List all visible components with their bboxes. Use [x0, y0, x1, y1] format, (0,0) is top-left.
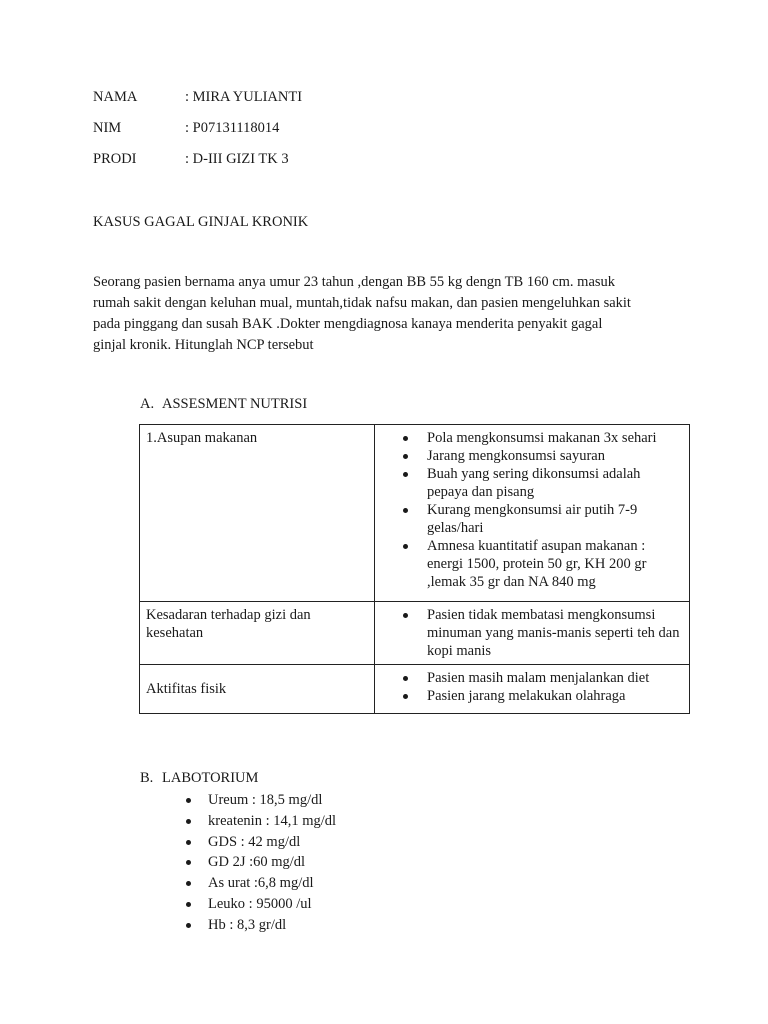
identity-value-nama: : MIRA YULIANTI [185, 89, 303, 105]
section-b-title: LABOTORIUM [162, 770, 259, 786]
lab-item: Ureum : 18,5 mg/dl [186, 790, 336, 811]
lab-item: GD 2J :60 mg/dl [186, 852, 336, 873]
list-item: Amnesa kuantitatif asupan makanan : energi 1500, protein 50 gr, KH 200 gr ,lemak 35 gr dan NA 840 mg [381, 537, 683, 591]
row-items-asupan [375, 425, 690, 602]
list-item: Jarang mengkonsumsi sayuran [381, 447, 683, 465]
row-label-asupan: 1.Asupan makanan [140, 425, 375, 602]
case-title: KASUS GAGAL GINJAL KRONIK [93, 214, 309, 230]
row-items-aktifitas [375, 665, 690, 714]
table-row [140, 665, 690, 714]
lab-item: kreatenin : 14,1 mg/dl [186, 811, 336, 832]
identity-label-nim: NIM [93, 120, 122, 136]
lab-item: As urat :6,8 mg/dl [186, 873, 336, 894]
lab-item: Leuko : 95000 /ul [186, 894, 336, 915]
row-label-kesadaran: Kesadaran terhadap gizi dan kesehatan [140, 602, 375, 665]
identity-value-prodi: : D-III GIZI TK 3 [185, 151, 289, 167]
row-label-aktifitas: Aktifitas fisik [140, 665, 375, 714]
case-paragraph [93, 272, 683, 356]
assessment-table [139, 424, 690, 714]
lab-item: GDS : 42 mg/dl [186, 832, 336, 853]
row-items-kesadaran [375, 602, 690, 665]
list-item: Buah yang sering dikonsumsi adalah pepaya dan pisang [381, 465, 683, 501]
identity-value-nim: : P07131118014 [185, 120, 280, 136]
lab-results-list [186, 790, 336, 936]
identity-label-nama: NAMA [93, 89, 138, 105]
lab-item: Hb : 8,3 gr/dl [186, 915, 336, 936]
list-item: Pola mengkonsumsi makanan 3x sehari [381, 429, 683, 447]
section-a-letter: A. [140, 396, 155, 412]
list-item: Pasien masih malam menjalankan diet [381, 669, 683, 687]
paragraph-line: rumah sakit dengan keluhan mual, muntah,tidak nafsu makan, dan pasien mengeluhkan sakit [93, 295, 631, 311]
table-row [140, 425, 690, 602]
paragraph-line: ginjal kronik. Hitunglah NCP tersebut [93, 337, 314, 353]
paragraph-line: Seorang pasien bernama anya umur 23 tahun ,dengan BB 55 kg dengn TB 160 cm. masuk [93, 274, 616, 290]
paragraph-line: pada pinggang dan susah BAK .Dokter mengdiagnosa kanaya menderita penyakit gagal [93, 316, 603, 332]
list-item: Pasien jarang melakukan olahraga [381, 687, 683, 705]
list-item: Kurang mengkonsumsi air putih 7-9 gelas/hari [381, 501, 683, 537]
section-a-title: ASSESMENT NUTRISI [162, 396, 308, 412]
identity-label-prodi: PRODI [93, 151, 137, 167]
list-item: Pasien tidak membatasi mengkonsumsi minuman yang manis-manis seperti teh dan kopi manis [381, 606, 683, 660]
table-row [140, 602, 690, 665]
section-b-letter: B. [140, 770, 154, 786]
